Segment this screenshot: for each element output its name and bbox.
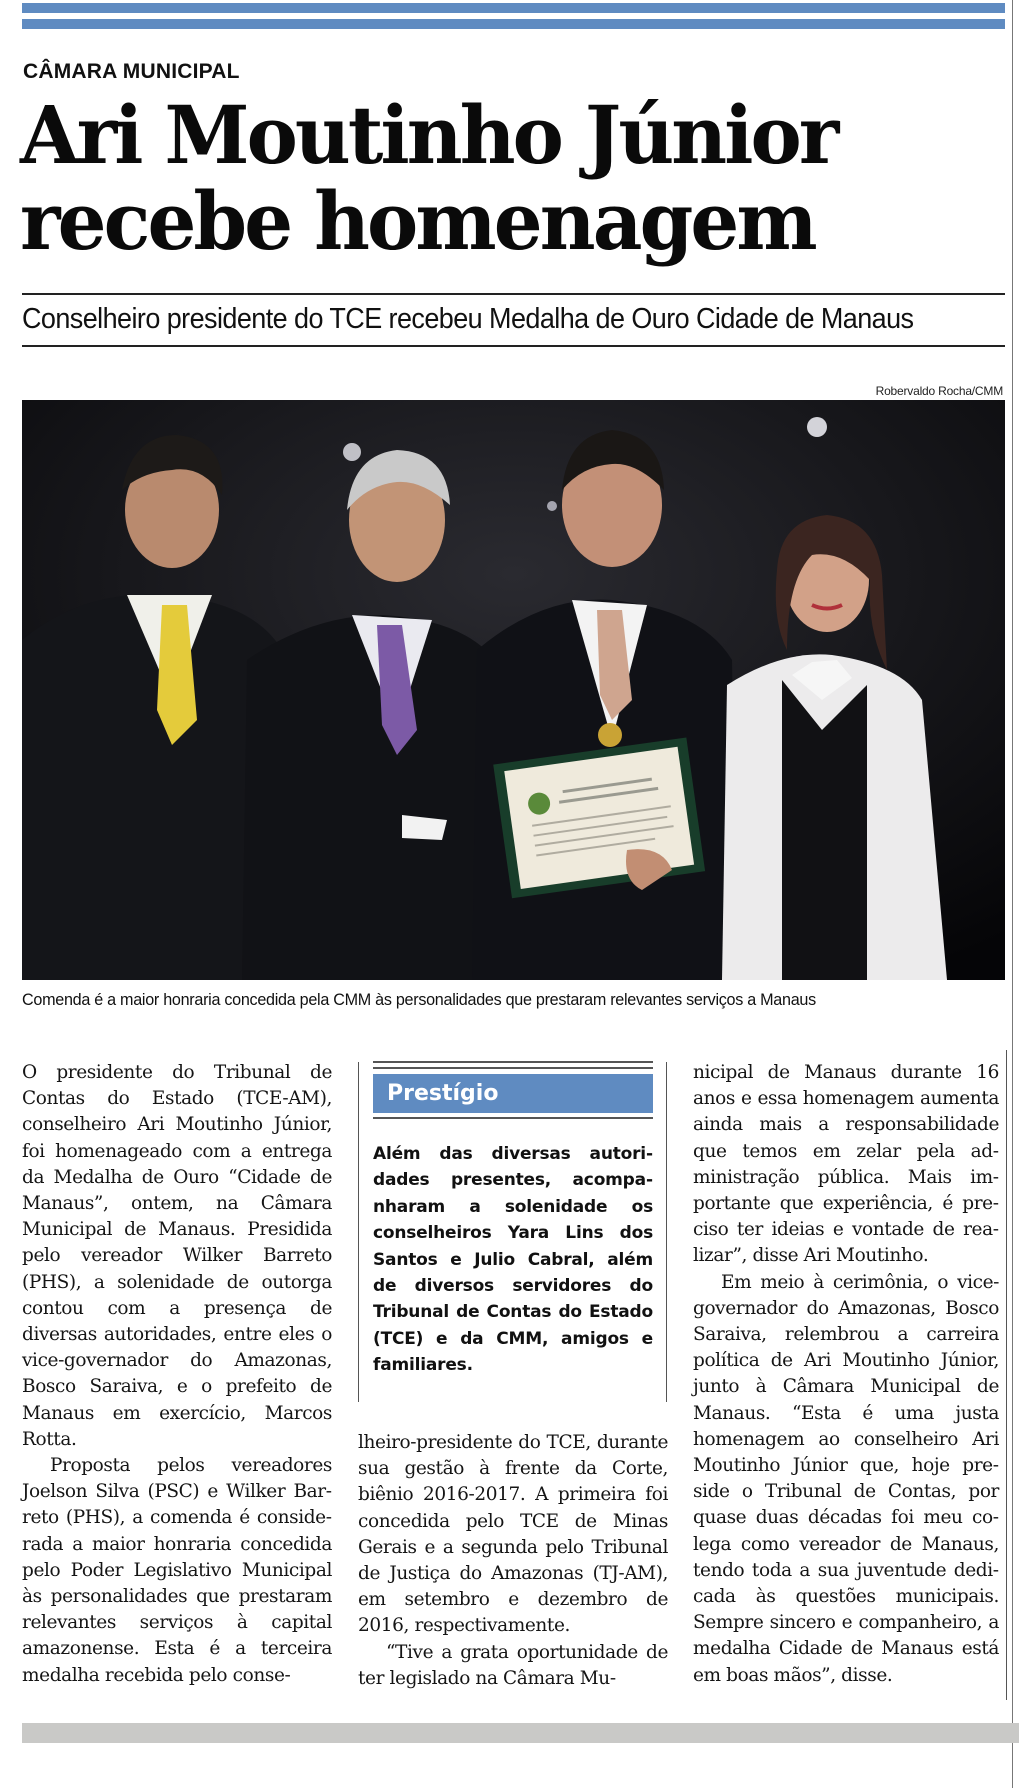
divider xyxy=(22,293,1005,295)
ceiling-light-icon xyxy=(547,501,557,511)
bottom-bar xyxy=(22,1723,1019,1743)
headline xyxy=(20,88,961,268)
paragraph: O presidente do Tribunal de Contas do Estado (TCE-AM), conselheiro Ari Moutinho Júnior, foi homenageado com a entrega da Medalha de Ouro “Cidade de Manaus”, ontem, na Câmara Municipal de Manaus. Presidida pelo vereador Wilker Barreto (PHS), a solenidade de outorga contou com a presença de diversas autoridades, entre eles o vice-governador do Amazonas, Bosco Saraiva, e o prefeito de Manaus em exercício, Marcos Rotta. xyxy=(22,1062,332,1450)
paragraph: “Tive a grata oportunidade de ter legislado na Câmara Mu- xyxy=(358,1641,668,1689)
paragraph: lheiro-presidente do TCE, durante sua gestão à frente da Corte, biênio 2016-2017. A primeira foi concedida pelo TCE de Minas Gerais e a segunda pelo Tribunal de Justiça do Amazonas (TJ-AM), em setembro e dezembro de 2016, respectivamente. xyxy=(358,1432,668,1637)
medal-icon xyxy=(598,723,622,747)
photo-caption: Comenda é a maior honraria concedida pela CMM às personalidades que prestaram relevantes serviços a Manaus xyxy=(22,990,816,1009)
box-rule xyxy=(373,1117,653,1119)
paragraph: Proposta pelos vereadores Joelson Silva (PSC) e Wilker Barreto (PHS), a comenda é considerada a maior honraria concedida pelo Poder Legislativo Municipal às personalidades que prestaram relevantes serviços à capital amazonense. Esta é a terceira medalha recebida pelo conse- xyxy=(22,1455,332,1686)
sidebar-box-title: Prestígio xyxy=(373,1074,653,1113)
column-divider xyxy=(1006,1050,1007,1700)
article-column-2 xyxy=(358,1430,668,1692)
column-divider xyxy=(666,1062,667,1402)
top-accent-bar xyxy=(22,19,1005,29)
headline-line: Ari Moutinho Júnior xyxy=(20,88,837,182)
paragraph: nicipal de Manaus durante 16 anos e essa homenagem aumenta ainda mais a responsabilidade que temos em zelar pela administração pública. Mais importante que experiência, é preciso ter ideias e vontade de realizar”, disse Ari Moutinho. xyxy=(693,1062,999,1267)
photo-credit: Robervaldo Rocha/CMM xyxy=(875,384,1003,398)
paragraph: Em meio à cerimônia, o vice-governador do Amazonas, Bosco Saraiva, relembrou a carreira política de Ari Moutinho Júnior, junto à Câmara Municipal de Manaus. “Esta é uma justa homenagem ao conselheiro Ari Moutinho Júnior que, hoje preside o Tribunal de Contas, por quase duas décadas foi meu colega como vereador de Manaus, tendo toda a sua juventude dedicada às questões municipais. Sempre sincero e companheiro, a medalha Cidade de Manaus está em boas mãos”, disse. xyxy=(693,1271,999,1686)
column-divider xyxy=(358,1062,359,1402)
article-column-1 xyxy=(22,1060,332,1689)
divider xyxy=(22,345,1005,347)
page-edge-divider xyxy=(1012,0,1013,1788)
top-accent-bar xyxy=(22,3,1005,13)
certificate xyxy=(493,737,705,898)
photo-illustration xyxy=(22,400,1005,980)
subheadline: Conselheiro presidente do TCE recebeu Medalha de Ouro Cidade de Manaus xyxy=(22,303,914,335)
article-column-3 xyxy=(693,1060,999,1689)
box-rule xyxy=(373,1061,653,1063)
ceiling-light-icon xyxy=(807,417,827,437)
sidebar-box-body: Além das diversas autoridades presentes, acompanharam a solenidade os conselheiros Yara Lins dos Santos e Julio Cabral, além de diversos servidores do Tribunal de Contas do Estado (TCE) e da CMM, amigos e familiares. xyxy=(373,1144,653,1376)
box-rule xyxy=(373,1067,653,1069)
section-label: CÂMARA MUNICIPAL xyxy=(23,60,240,83)
ceiling-light-icon xyxy=(343,443,361,461)
article-photo xyxy=(22,400,1005,980)
headline-line: recebe homenagem xyxy=(20,174,815,268)
